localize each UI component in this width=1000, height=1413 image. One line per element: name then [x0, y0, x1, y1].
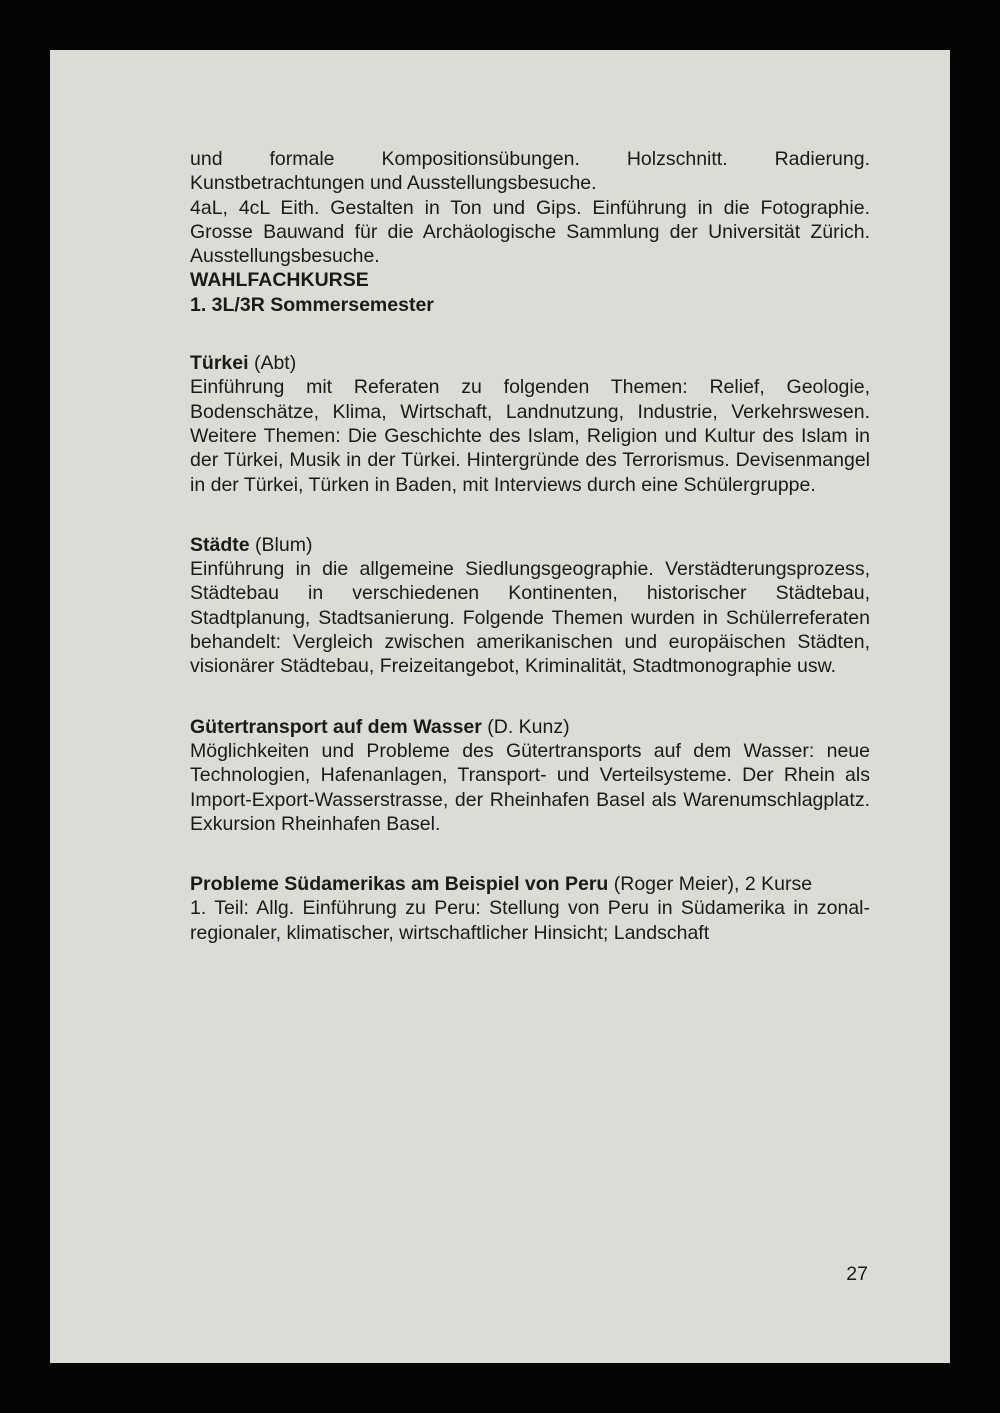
page-content	[190, 147, 870, 945]
topic-tuerkei	[190, 351, 870, 497]
section-title: WAHLFACHKURSE	[190, 269, 369, 292]
intro-paragraph-1: und formale Kompositionsübungen. Holzschnitt. Radierung. Kunstbetrachtungen und Ausstellungsbesuche.	[190, 148, 870, 195]
topic-title: Türkei	[190, 352, 249, 375]
topic-teacher: (Roger Meier), 2 Kurse	[613, 873, 813, 896]
page-number: 27	[846, 1263, 868, 1285]
topic-title: Gütertransport auf dem Wasser	[190, 715, 482, 738]
topic-teacher: (Abt)	[253, 352, 297, 375]
topic-teacher: (D. Kunz)	[487, 715, 570, 738]
topic-header	[190, 715, 870, 739]
semester-title: 1. 3L/3R Sommersemester	[190, 293, 434, 316]
intro-paragraph-2: 4aL, 4cL Eith. Gestalten in Ton und Gips. Einführung in die Fotographie. Grosse Bauwand für die Archäologische Sammlung der Universität Zürich. Ausstellungsbesuche.	[190, 196, 870, 268]
topic-suedamerika-peru	[190, 872, 870, 945]
topic-header	[190, 533, 870, 557]
topic-staedte	[190, 533, 870, 679]
document-page	[50, 50, 950, 1363]
topic-title: Städte	[190, 533, 250, 556]
topic-header	[190, 872, 870, 896]
topic-body: 1. Teil: Allg. Einführung zu Peru: Stellung von Peru in Südamerika in zonal-regionaler, klimatischer, wirtschaftlicher Hinsicht; Landschaft	[190, 897, 870, 944]
topic-header	[190, 351, 870, 375]
topic-guetertransport	[190, 715, 870, 836]
topic-title: Probleme Südamerikas am Beispiel von Peru	[190, 873, 609, 896]
topic-body: Einführung mit Referaten zu folgenden Themen: Relief, Geologie, Bodenschätze, Klima, Wirtschaft, Landnutzung, Industrie, Verkehrswesen. Weitere Themen: Die Geschichte des Islam, Religion und Kultur des Islam in der Türkei, Musik in der Türkei. Hintergründe des Terrorismus. Devisenmangel in der Türkei, Türken in Baden, mit Interviews durch eine Schülergruppe.	[190, 376, 870, 496]
topic-body: Möglichkeiten und Probleme des Gütertransports auf dem Wasser: neue Technologien, Hafenanlagen, Transport- und Verteilsysteme. Der Rhein als Import-Export-Wasserstrasse, der Rheinhafen Basel als Warenumschlagplatz. Exkursion Rheinhafen Basel.	[190, 739, 870, 835]
topic-body: Einführung in die allgemeine Siedlungsgeographie. Verstädterungsprozess, Städtebau in verschiedenen Kontinenten, historischer Städtebau, Stadtplanung, Stadtsanierung. Folgende Themen wurden in Schülerreferaten behandelt: Vergleich zwischen amerikanischen und europäischen Städten, visionärer Städtebau, Freizeitangebot, Kriminalität, Stadtmonographie usw.	[190, 558, 870, 678]
topic-teacher: (Blum)	[255, 533, 313, 556]
